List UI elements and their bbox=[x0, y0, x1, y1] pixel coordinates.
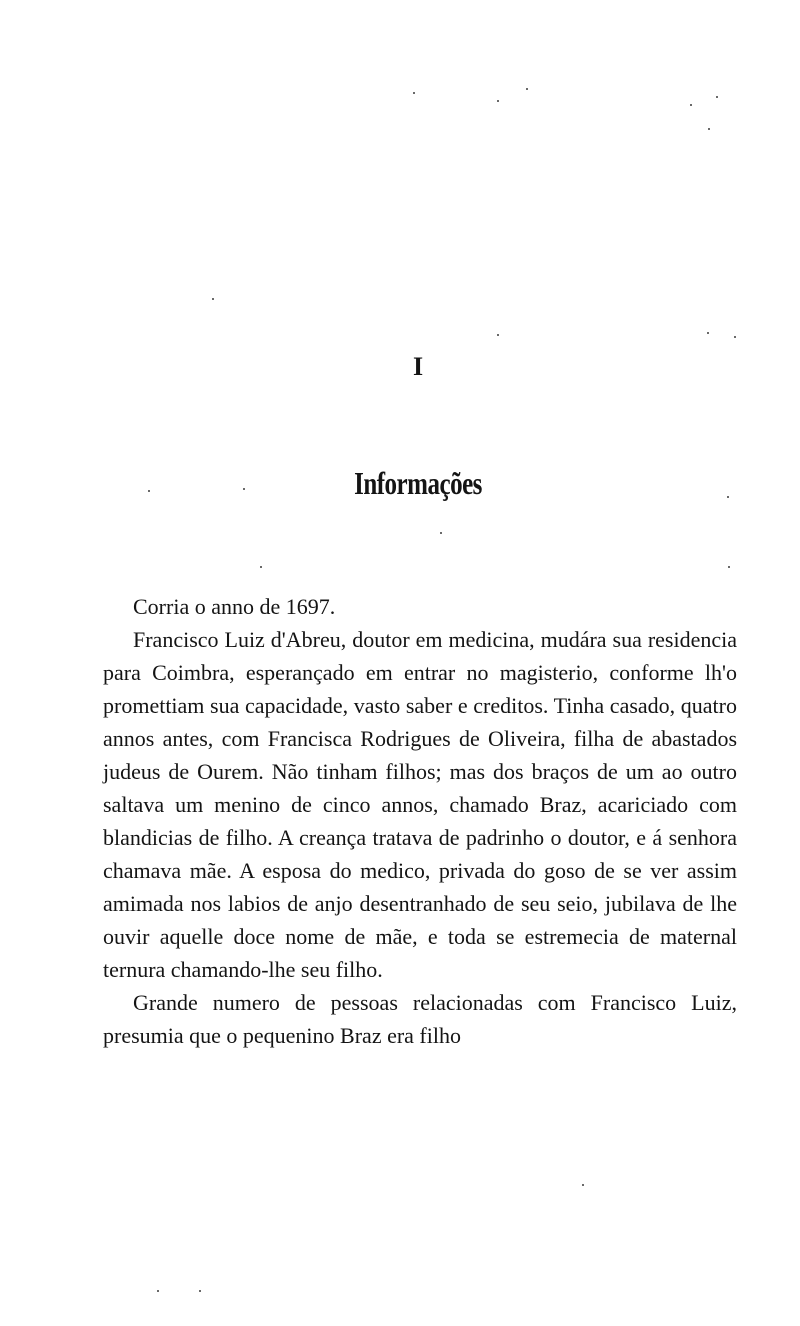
chapter-body bbox=[103, 590, 737, 1052]
scan-speck bbox=[497, 334, 499, 336]
scan-speck bbox=[212, 298, 214, 300]
scan-speck bbox=[716, 96, 718, 98]
scan-speck bbox=[148, 490, 150, 492]
scan-speck bbox=[727, 496, 729, 498]
scan-speck bbox=[413, 92, 415, 94]
scan-speck bbox=[157, 1290, 159, 1292]
scan-speck bbox=[734, 336, 736, 338]
scan-speck bbox=[243, 488, 245, 490]
scan-speck bbox=[707, 332, 709, 334]
paragraph-3: Grande numero de pessoas relacionadas com Francisco Luiz, presumia que o pequenino Braz era filho bbox=[103, 990, 737, 1048]
paragraph-2: Francisco Luiz d'Abreu, doutor em medicina, mudára sua residencia para Coimbra, esperançado em entrar no magisterio, conforme lh'o promettiam sua capacidade, vasto saber e creditos. Tinha casado, quatro annos antes, com Francisca Rodrigues de Oliveira, filha de abastados judeus de Ourem. Não tinham filhos; mas dos braços de um ao outro saltava um menino de cinco annos, chamado Braz, acariciado com blandicias de filho. A creança tratava de padrinho o doutor, e á senhora chamava mãe. A esposa do medico, privada do goso de se ver assim amimada nos labios de anjo desentranhado de seu seio, jubilava de lhe ouvir aquelle doce nome de mãe, e toda se estremecia de maternal ternura chamando-lhe seu filho. bbox=[103, 627, 737, 982]
scan-speck bbox=[708, 128, 710, 130]
scan-speck bbox=[497, 100, 499, 102]
scan-speck bbox=[440, 532, 442, 534]
scan-speck bbox=[526, 88, 528, 90]
scan-speck bbox=[690, 104, 692, 106]
scan-speck bbox=[260, 566, 262, 568]
chapter-number: I bbox=[412, 352, 424, 381]
chapter-title: Informações bbox=[354, 467, 482, 502]
paragraph-1: Corria o anno de 1697. bbox=[133, 594, 336, 619]
scan-speck bbox=[728, 566, 730, 568]
scan-speck bbox=[199, 1290, 201, 1292]
scan-speck bbox=[582, 1184, 584, 1186]
